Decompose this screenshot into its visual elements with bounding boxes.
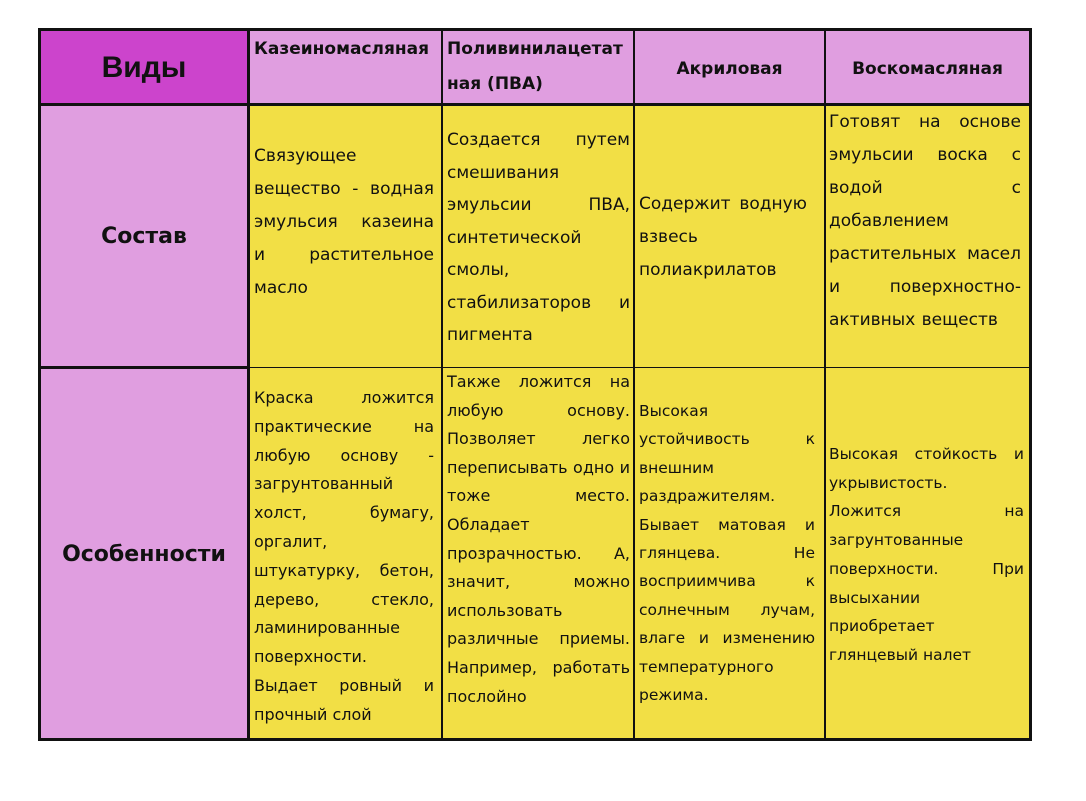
header-wax: Воскомасляная [852,59,1003,79]
header-casein: Казеиномасляная [254,39,430,59]
border-col-4 [824,28,826,741]
border-top [38,28,1032,31]
text-features-acrylic: Высокая устойчивость к внешним раздражителям. Бывает матовая и глянцева. Не восприимчива к солнечным лучам, влаге и изменению температурного режима. [639,402,815,705]
border-row-divider-thin [248,367,1030,368]
corner-label: Виды [101,50,187,84]
border-right [1029,28,1032,741]
border-header-bottom [38,103,1032,106]
border-bottom [38,738,1032,741]
corner-cell [40,30,248,105]
border-col-2 [441,28,443,741]
text-composition-acrylic: Содержит водную взвесь полиакрилатов [639,194,807,280]
border-row-divider [38,366,250,369]
border-col-3 [633,28,635,741]
text-features-wax: Высокая стойкость и укрывистость. Ложится на загрунтованные поверхности. При высыхании приобретает глянцевый налет [829,445,1024,664]
text-composition-wax: Готовят на основе эмульсии воска с водой с добавлением растительных масел и поверхностно-активных веществ [829,112,1021,330]
border-left [38,28,41,741]
text-composition-pva: Создается путем смешивания эмульсии ПВА, синтетической смолы, стабилизаторов и пигмента [447,130,630,345]
row-label-features: Особенности [40,368,248,740]
text-features-casein: Краска ложится практические на любую основу - загрунтованный холст, бумагу, оргалит, штукатурку, бетон, дерево, стекло, ламинированные поверхности. Выдает ровный и прочный слой [254,388,434,724]
border-col-1 [247,28,250,741]
header-acrylic: Акриловая [676,59,783,79]
row-label-composition: Состав [40,105,248,368]
text-features-pva: Также ложится на любую основу. Позволяет легко переписывать одно и тоже место. Обладает прозрачностью. А, значит, можно использовать различные приемы. Например, работать послойно [447,372,630,706]
text-composition-casein: Связующее вещество - водная эмульсия казеина и растительное масло [254,146,434,298]
header-pva: Поливинилацетатная (ПВА) [447,39,623,94]
